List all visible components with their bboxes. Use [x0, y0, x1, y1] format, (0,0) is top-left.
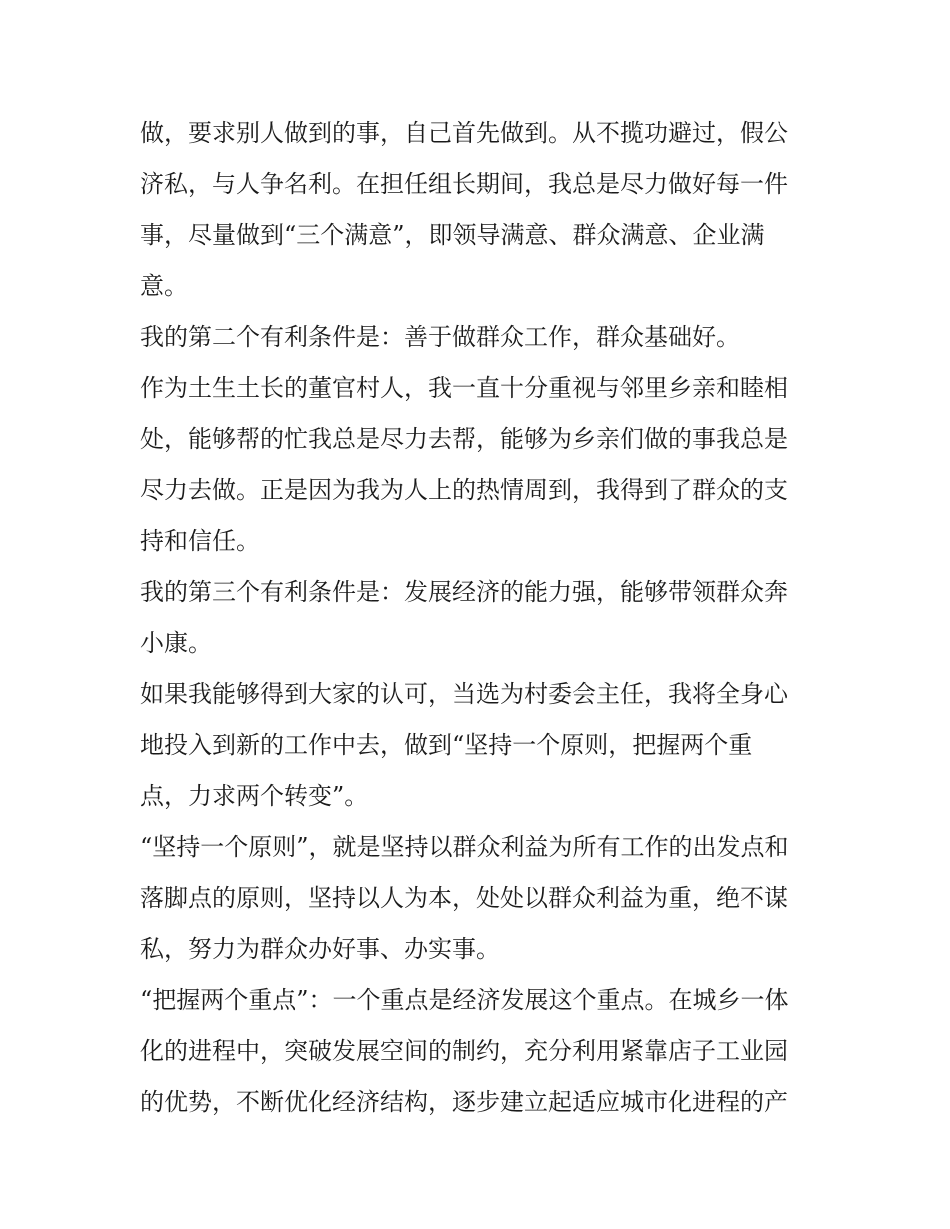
text-line: 济私，与人争名利。在担任组长期间，我总是尽力做好每一件 [140, 170, 788, 198]
text-line: 地投入到新的工作中去，做到“坚持一个原则，把握两个重 [140, 731, 753, 759]
text-line: 化的进程中，突破发展空间的制约，充分利用紧靠店子工业园 [140, 1037, 788, 1065]
text-line: 尽力去做。正是因为我为人上的热情周到，我得到了群众的支 [140, 476, 788, 504]
text-line: 点，力求两个转变”。 [140, 782, 369, 810]
text-line: 事，尽量做到“三个满意”，即领导满意、群众满意、企业满 [140, 221, 765, 249]
text-line: 作为土生土长的董官村人，我一直十分重视与邻里乡亲和睦相 [140, 374, 788, 402]
text-line: 如果我能够得到大家的认可，当选为村委会主任，我将全身心 [140, 680, 788, 708]
text-line: 持和信任。 [140, 527, 260, 555]
text-line: 的优势，不断优化经济结构，逐步建立起适应城市化进程的产 [140, 1088, 788, 1116]
text-line: 我的第三个有利条件是：发展经济的能力强，能够带领群众奔 [140, 578, 788, 606]
text-line: 做，要求别人做到的事，自己首先做到。从不揽功避过，假公 [140, 119, 788, 147]
text-line: “把握两个重点”：一个重点是经济发展这个重点。在城乡一体 [140, 986, 789, 1014]
text-line: 私，努力为群众办好事、办实事。 [140, 935, 500, 963]
text-line: 我的第二个有利条件是：善于做群众工作，群众基础好。 [140, 323, 740, 351]
document-body [140, 108, 820, 1128]
text-line: 小康。 [140, 629, 212, 657]
text-line: 意。 [140, 272, 188, 300]
text-line: 落脚点的原则，坚持以人为本，处处以群众利益为重，绝不谋 [140, 884, 788, 912]
text-line: 处，能够帮的忙我总是尽力去帮，能够为乡亲们做的事我总是 [140, 425, 788, 453]
text-line: “坚持一个原则”，就是坚持以群众利益为所有工作的出发点和 [140, 833, 789, 861]
